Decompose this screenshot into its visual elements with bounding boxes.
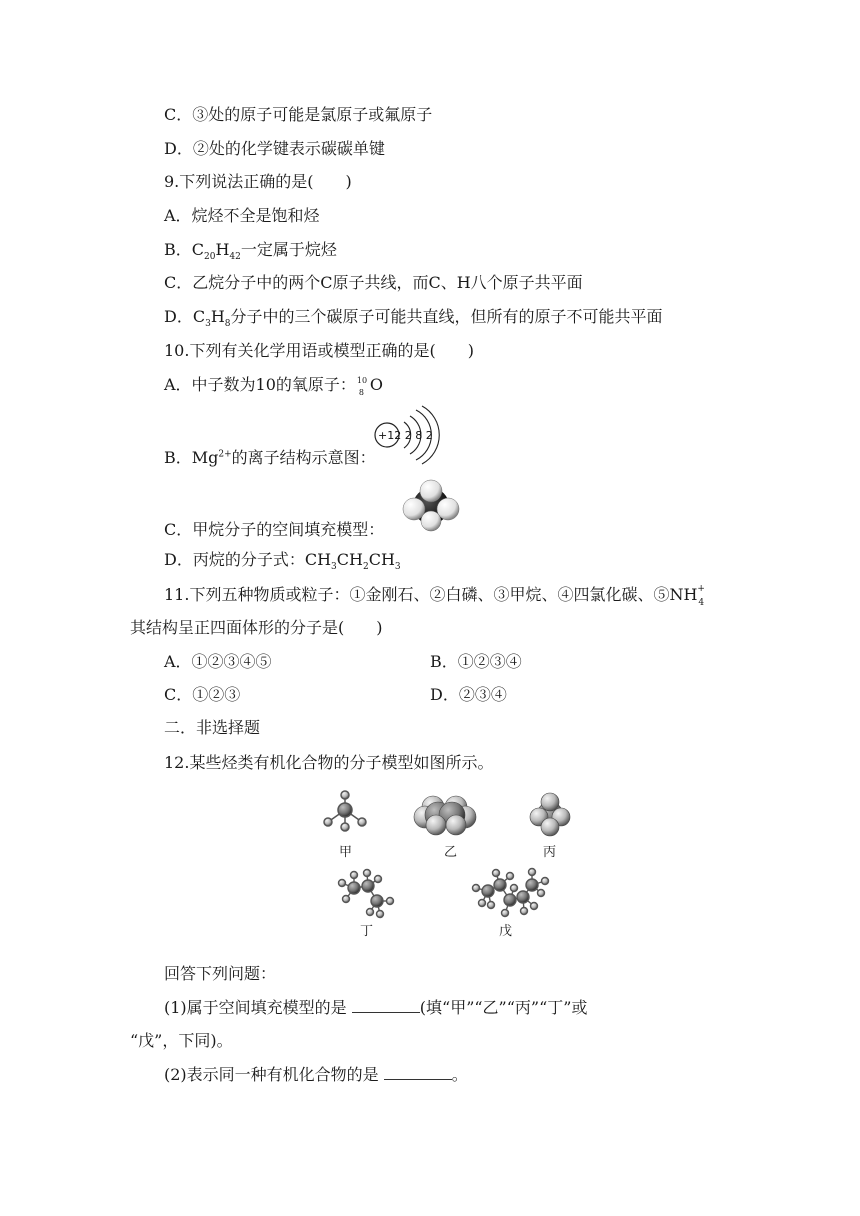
q10-option-d: D．丙烷的分子式：$CH_3CH_2CH_3$: [164, 550, 401, 573]
label-yi: 乙: [444, 845, 458, 860]
q12-part1-cont: “戊”，下同)。: [130, 1031, 233, 1050]
q9-option-a: A．烷烃不全是饱和烃: [164, 206, 320, 225]
mg-ion-structure-diagram: [370, 404, 450, 466]
q10-stem: 10.下列有关化学用语或模型正确的是( ): [164, 341, 474, 360]
molecular-models-figure: [310, 785, 570, 945]
q12-part2: (2)表示同一种有机化合物的是 。: [164, 1065, 468, 1084]
q9-option-b: B．$C_{20}H_{42}$一定属于烷烃: [164, 240, 337, 263]
label-ding: 丁: [360, 924, 374, 939]
q11-option-d: D．②③④: [430, 685, 507, 704]
q11-stem: 11.下列五种物质或粒子：①金刚石、②白磷、③甲烷、④四氯化碳、⑤NH + 4: [164, 584, 705, 608]
q12-answer-intro: 回答下列问题：: [164, 964, 277, 983]
q9-stem: 9.下列说法正确的是( ): [164, 172, 352, 191]
q8-option-d: D．②处的化学键表示碳碳单键: [164, 139, 385, 158]
label-wu: 戊: [499, 924, 513, 939]
methane-space-filling-model: [400, 478, 462, 534]
q8-option-c: C．③处的原子可能是氯原子或氟原子: [164, 105, 433, 124]
q9-option-c: C．乙烷分子中的两个C原子共线，而C、H八个原子共平面: [164, 273, 583, 292]
q10-option-a: A．中子数为10的氧原子： 10 8 O: [164, 375, 384, 397]
answer-blank-2[interactable]: [384, 1065, 452, 1080]
q9-option-d: D．$C_3H_8$分子中的三个碳原子可能共直线，但所有的原子不可能共平面: [164, 307, 663, 330]
model-ding: [339, 870, 394, 918]
model-jia: [324, 791, 366, 831]
q11-option-c: C．①②③: [164, 685, 241, 704]
q11-stem-line2: 其结构呈正四面体形的分子是( ): [130, 618, 383, 637]
isotope-notation: 10 8: [356, 376, 368, 397]
label-bing: 丙: [543, 845, 557, 860]
model-bing: [530, 793, 570, 836]
q12-stem: 12.某些烃类有机化合物的分子模型如图所示。: [164, 753, 494, 772]
model-yi: [414, 796, 476, 835]
label-jia: 甲: [339, 845, 353, 860]
model-wu: [473, 869, 549, 917]
q11-option-a: A．①②③④⑤: [164, 652, 272, 671]
q12-part1: (1)属于空间填充模型的是 (填“甲”“乙”“丙”“丁”或: [164, 998, 588, 1017]
section-heading: 二．非选择题: [164, 718, 261, 737]
q10-option-c: C．甲烷分子的空间填充模型：: [164, 520, 385, 539]
answer-blank-1[interactable]: [352, 998, 420, 1013]
diagram-label: +12 2 8 2: [378, 429, 433, 442]
q11-option-b: B．①②③④: [430, 652, 522, 671]
q10-option-b: B．$Mg^{2+}$的离子结构示意图：: [164, 448, 376, 467]
